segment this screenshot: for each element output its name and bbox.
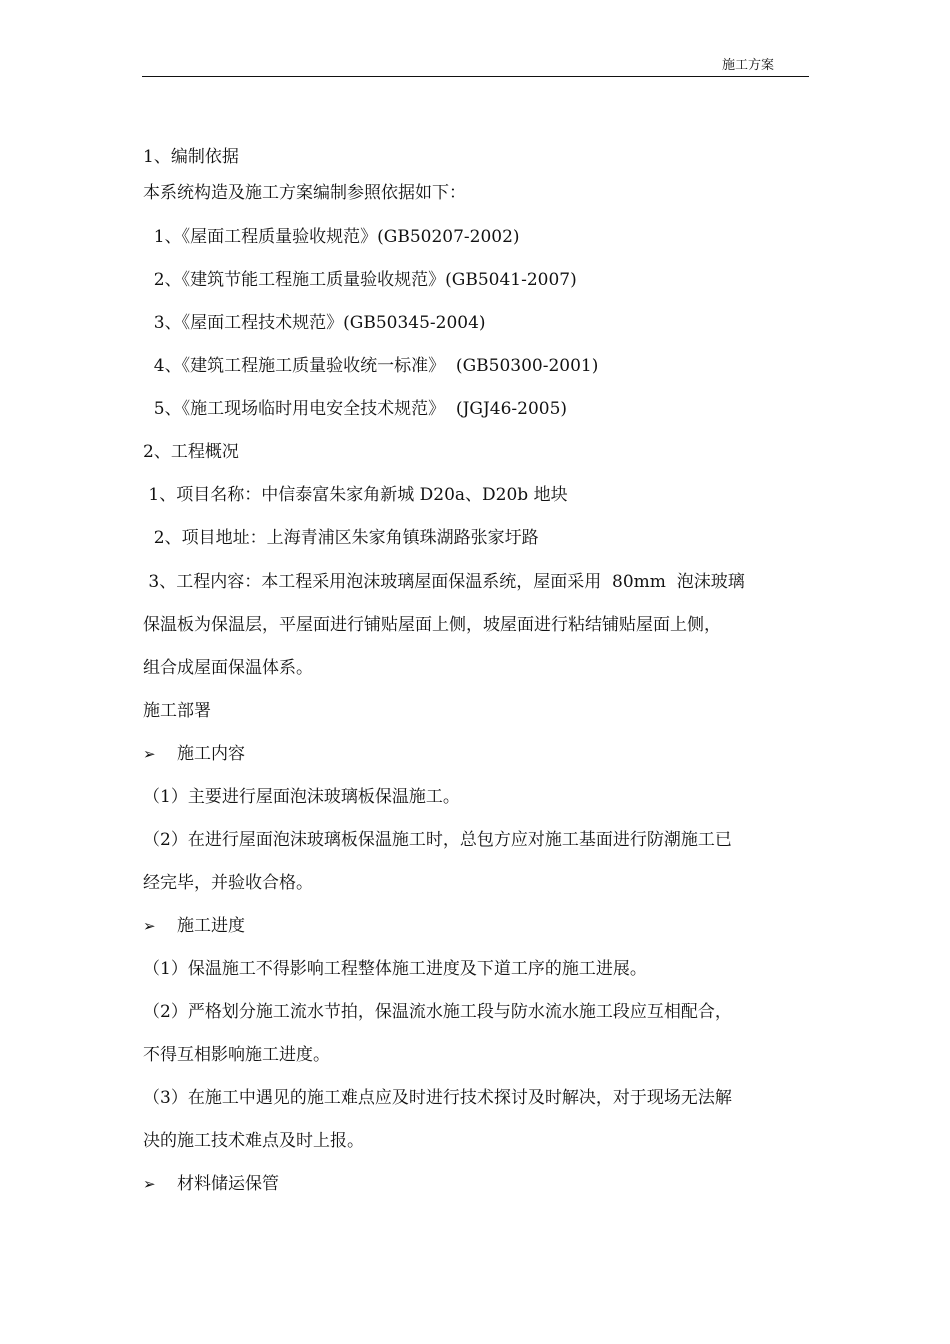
section-heading-overview: 2、工程概况 <box>143 442 239 462</box>
bulleted-heading-label: 材料储运保管 <box>177 1174 279 1194</box>
bulleted-heading-label: 施工内容 <box>177 744 245 764</box>
arrow-bullet-icon: ➢ <box>143 917 156 935</box>
section-heading-deployment: 施工部署 <box>143 701 211 721</box>
arrow-bullet-icon: ➢ <box>143 745 156 763</box>
header-rule <box>142 76 809 77</box>
bulleted-heading <box>143 742 245 766</box>
paragraph-line: （2）严格划分施工流水节拍，保温流水施工段与防水流水施工段应互相配合， <box>143 1002 732 1022</box>
paragraph-line: （3）在施工中遇见的施工难点应及时进行技术探讨及时解决，对于现场无法解 <box>143 1088 732 1108</box>
overview-item: 1、项目名称：中信泰富朱家角新城 D20a、D20b 地块 <box>143 485 568 505</box>
paragraph-line: 保温板为保温层，平屋面进行铺贴屋面上侧，坡屋面进行粘结铺贴屋面上侧， <box>143 615 721 635</box>
paragraph-line: 不得互相影响施工进度。 <box>143 1045 330 1065</box>
paragraph-intro: 本系统构造及施工方案编制参照依据如下： <box>143 183 466 203</box>
bulleted-heading <box>143 914 245 938</box>
bulleted-heading <box>143 1172 279 1196</box>
paragraph-line: 组合成屋面保温体系。 <box>143 658 313 678</box>
reference-item: 3、《屋面工程技术规范》(GB50345-2004) <box>143 313 486 333</box>
section-heading-basis: 1、编制依据 <box>143 147 239 167</box>
paragraph-line: （2）在进行屋面泡沫玻璃板保温施工时，总包方应对施工基面进行防潮施工已 <box>143 830 732 850</box>
paragraph-line: （1）保温施工不得影响工程整体施工进度及下道工序的施工进展。 <box>143 959 647 979</box>
paragraph-line: （1）主要进行屋面泡沫玻璃板保温施工。 <box>143 787 460 807</box>
reference-item: 1、《屋面工程质量验收规范》(GB50207-2002) <box>143 227 520 247</box>
overview-item: 2、项目地址：上海青浦区朱家角镇珠湖路张家圩路 <box>143 528 539 548</box>
paragraph-line: 经完毕，并验收合格。 <box>143 873 313 893</box>
bulleted-heading-label: 施工进度 <box>177 916 245 936</box>
reference-item: 5、《施工现场临时用电安全技术规范》 (JGJ46-2005) <box>143 399 568 419</box>
header-title: 施工方案 <box>722 58 775 73</box>
arrow-bullet-icon: ➢ <box>143 1175 156 1193</box>
reference-item: 2、《建筑节能工程施工质量验收规范》(GB5041-2007) <box>143 270 577 290</box>
reference-item: 4、《建筑工程施工质量验收统一标准》 (GB50300-2001) <box>143 356 599 376</box>
paragraph-line: 决的施工技术难点及时上报。 <box>143 1131 364 1151</box>
overview-item: 3、工程内容：本工程采用泡沫玻璃屋面保温系统，屋面采用 80mm 泡沫玻璃 <box>143 572 745 592</box>
